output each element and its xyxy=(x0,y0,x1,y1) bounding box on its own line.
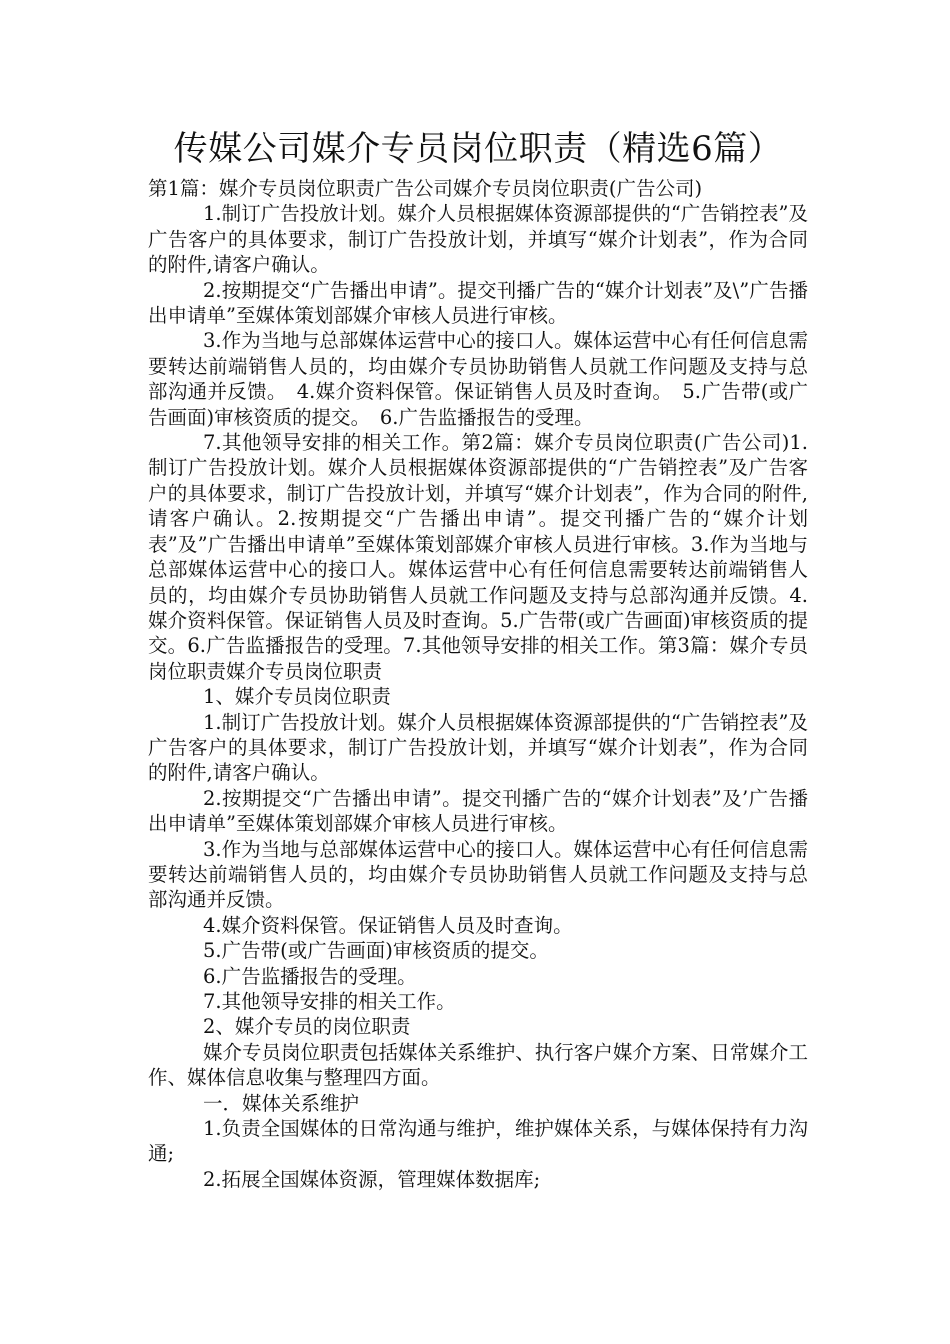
document-page xyxy=(148,124,808,1192)
paragraph: 7.其他领导安排的相关工作。第2篇：媒介专员岗位职责(广告公司)1.制订广告投放计划。媒介人员根据媒体资源部提供的“广告销控表”及广告客户的具体要求，制订广告投放计划，并填写“媒介计划表”，作为合同的附件,请客户确认。2.按期提交“广告播出申请”。提交刊播广告的“媒介计划表”及”广告播出申请单”至媒体策划部媒介审核人员进行审核。3.作为当地与总部媒体运营中心的接口人。媒体运营中心有任何信息需要转达前端销售人员的，均由媒介专员协助销售人员就工作问题及支持与总部沟通并反馈。4.媒介资料保管。保证销售人员及时查询。5.广告带(或广告画面)审核资质的提交。6.广告监播报告的受理。7.其他领导安排的相关工作。第3篇：媒介专员岗位职责媒介专员岗位职责 xyxy=(148,431,808,683)
paragraph: 媒介专员岗位职责包括媒体关系维护、执行客户媒介方案、日常媒介工作、媒体信息收集与整理四方面。 xyxy=(148,1040,808,1090)
paragraph: 2.按期提交“广告播出申请”。提交刊播广告的“媒介计划表”及\”广告播出申请单”至媒体策划部媒介审核人员进行审核。 xyxy=(148,278,808,328)
paragraph: 2.按期提交“广告播出申请”。提交刊播广告的“媒介计划表”及’广告播出申请单”至媒体策划部媒介审核人员进行审核。 xyxy=(148,786,808,836)
paragraph: 3.作为当地与总部媒体运营中心的接口人。媒体运营中心有任何信息需要转达前端销售人员的，均由媒介专员协助销售人员就工作问题及支持与总部沟通并反馈。 4.媒介资料保管。保证销售人员及时查询。 5.广告带(或广告画面)审核资质的提交。 6.广告监播报告的受理。 xyxy=(148,329,808,429)
paragraph: 第1篇：媒介专员岗位职责广告公司媒介专员岗位职责(广告公司) xyxy=(148,177,703,200)
paragraph: 一．媒体关系维护 xyxy=(203,1091,360,1115)
document-title: 传媒公司媒介专员岗位职责（精选6篇） xyxy=(173,129,783,169)
paragraph: 1、媒介专员岗位职责 xyxy=(203,685,391,709)
paragraph: 5.广告带(或广告画面)审核资质的提交。 xyxy=(203,939,549,963)
paragraph: 2、媒介专员的岗位职责 xyxy=(203,1015,411,1039)
paragraph: 6.广告监播报告的受理。 xyxy=(203,964,417,988)
paragraph: 1.负责全国媒体的日常沟通与维护，维护媒体关系，与媒体保持有力沟通; xyxy=(148,1117,808,1166)
paragraph: 7.其他领导安排的相关工作。 xyxy=(203,990,456,1013)
document-body xyxy=(148,176,808,1192)
paragraph: 4.媒介资料保管。保证销售人员及时查询。 xyxy=(203,913,573,937)
paragraph: 1.制订广告投放计划。媒介人员根据媒体资源部提供的“广告销控表”及广告客户的具体要求，制订广告投放计划，并填写“媒介计划表”，作为合同的附件,请客户确认。 xyxy=(148,710,808,785)
paragraph: 3.作为当地与总部媒体运营中心的接口人。媒体运营中心有任何信息需要转达前端销售人员的，均由媒介专员协助销售人员就工作问题及支持与总部沟通并反馈。 xyxy=(148,837,808,912)
paragraph: 1.制订广告投放计划。媒介人员根据媒体资源部提供的“广告销控表”及广告客户的具体要求，制订广告投放计划，并填写“媒介计划表”，作为合同的附件,请客户确认。 xyxy=(148,202,808,277)
paragraph: 2.拓展全国媒体资源，管理媒体数据库; xyxy=(203,1167,541,1191)
